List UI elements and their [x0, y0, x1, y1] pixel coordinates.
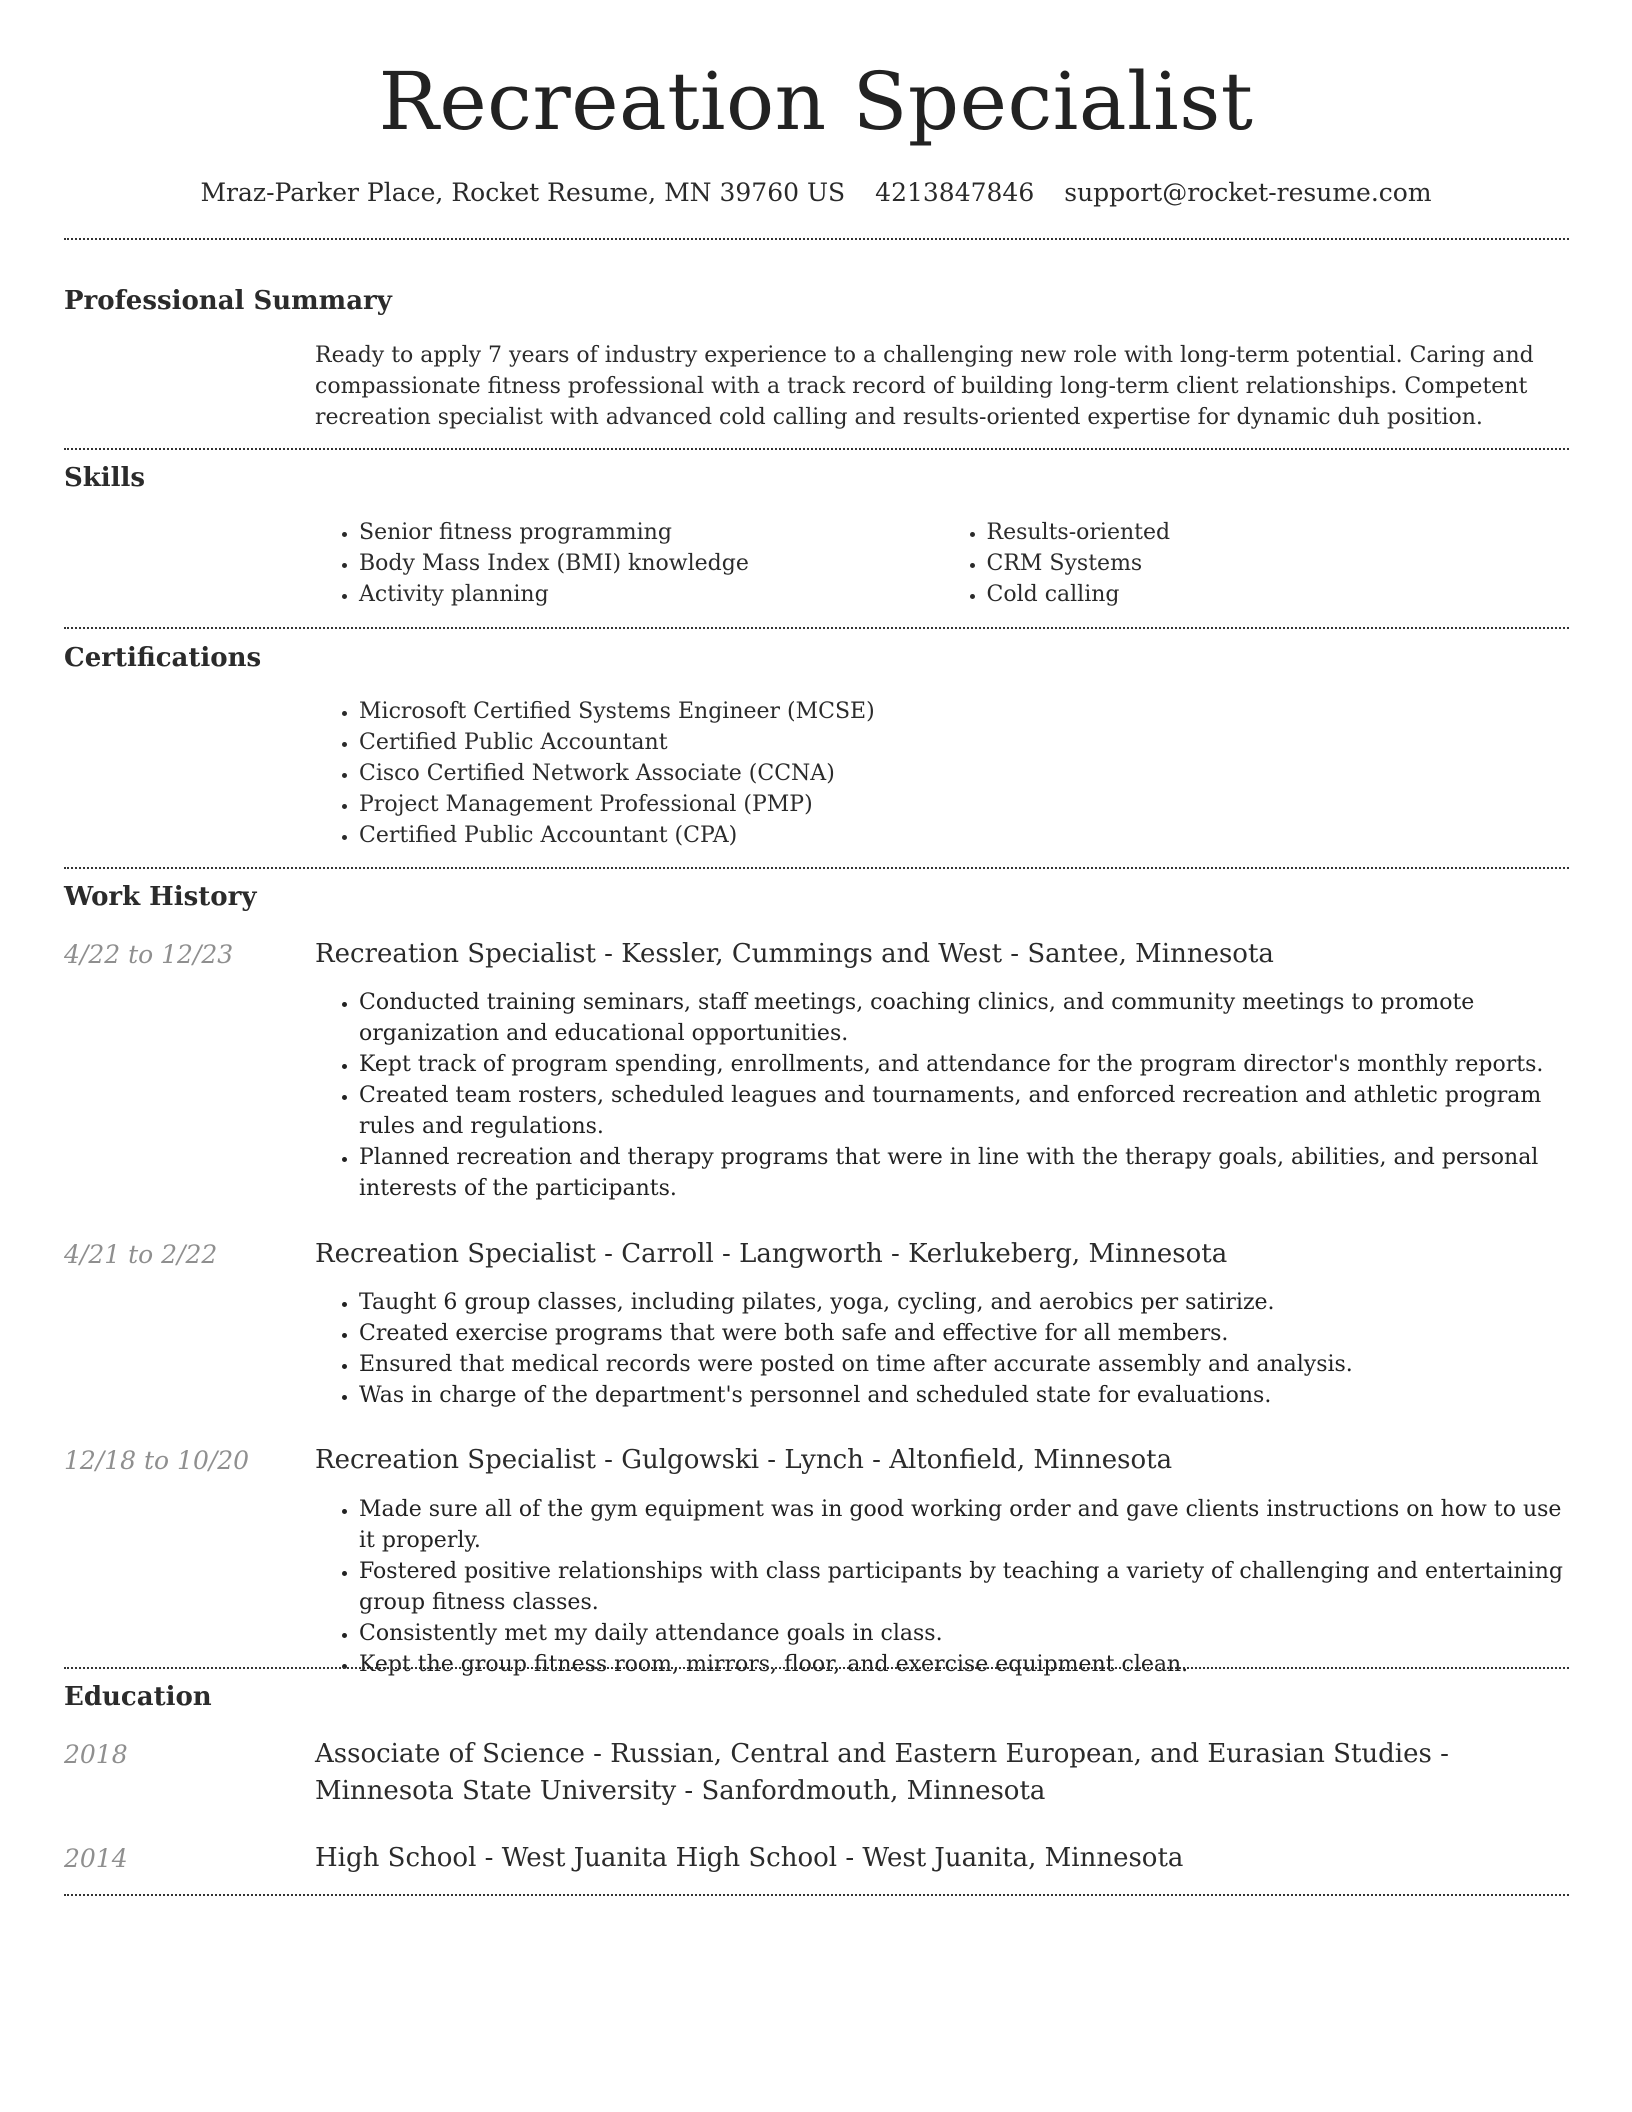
- divider: [64, 238, 1569, 240]
- job-heading: Recreation Specialist - Carroll - Langworth - Kerlukeberg, Minnesota: [315, 1239, 1228, 1269]
- job-bullet: • Kept the group fitness room, mirrors, floor, and exercise equipment clean.: [359, 1649, 1570, 1680]
- education-title: Education: [64, 1682, 212, 1712]
- job-heading: Recreation Specialist - Gulgowski - Lynch - Altonfield, Minnesota: [315, 1445, 1173, 1475]
- job-heading: Recreation Specialist - Kessler, Cummings and West - Santee, Minnesota: [315, 939, 1274, 969]
- candidate-name: Recreation Specialist: [378, 55, 1254, 148]
- contact-line: [0, 176, 1632, 210]
- phone: 4213847846: [875, 178, 1035, 207]
- job-bullet: • Created exercise programs that were both safe and effective for all members.: [359, 1318, 1570, 1349]
- job-dates: 4/22 to 12/23: [64, 940, 234, 969]
- certification-item: • Certified Public Accountant: [359, 727, 1570, 758]
- education-year: 2014: [64, 1844, 128, 1873]
- job-bullets: [315, 987, 1570, 1204]
- divider: [64, 448, 1569, 450]
- education-heading: Associate of Science - Russian, Central and Eastern European, and Eurasian Studies - Minnesota State University - Sanfordmouth, Minnesota: [315, 1739, 1449, 1806]
- address: Mraz-Parker Place, Rocket Resume, MN 39760 US: [200, 178, 846, 207]
- summary-title: Professional Summary: [64, 286, 392, 316]
- divider: [64, 867, 1569, 869]
- divider: [64, 1894, 1569, 1896]
- job-bullets: [315, 1287, 1570, 1411]
- job-bullet: • Created team rosters, scheduled leagues and tournaments, and enforced recreation and athletic program rules and regulations.: [359, 1080, 1570, 1142]
- job-bullet: • Was in charge of the department's personnel and scheduled state for evaluations.: [359, 1380, 1570, 1411]
- job-bullet: • Taught 6 group classes, including pilates, yoga, cycling, and aerobics per satirize.: [359, 1287, 1570, 1318]
- summary-text: Ready to apply 7 years of industry experience to a challenging new role with long-term potential. Caring and compassionate fitness professional with a track record of building long-term client relationships. Competent recreation specialist with advanced cold calling and results-oriented expertise for dynamic duh position.: [315, 343, 1534, 430]
- certifications-section: [315, 696, 1570, 851]
- skill-item: • Results-oriented: [987, 517, 1571, 548]
- certifications-list: [315, 696, 1570, 851]
- job-bullet: • Planned recreation and therapy programs that were in line with the therapy goals, abilities, and personal interests of the participants.: [359, 1142, 1570, 1204]
- job-bullet: • Kept track of program spending, enrollments, and attendance for the program director's monthly reports.: [359, 1049, 1570, 1080]
- skill-item: • Senior fitness programming: [359, 517, 943, 548]
- certification-item: • Project Management Professional (PMP): [359, 789, 1570, 820]
- work-history-title: Work History: [64, 882, 257, 912]
- education-year: 2018: [64, 1740, 128, 1769]
- summary-section: [315, 340, 1570, 433]
- certification-item: • Cisco Certified Network Associate (CCNA): [359, 758, 1570, 789]
- job-dates: 12/18 to 10/20: [64, 1446, 250, 1475]
- job-bullet: • Made sure all of the gym equipment was in good working order and gave clients instructions on how to use it properly.: [359, 1494, 1570, 1556]
- certification-item: • Certified Public Accountant (CPA): [359, 820, 1570, 851]
- skill-item: • Activity planning: [359, 579, 943, 610]
- email: support@rocket-resume.com: [1064, 178, 1432, 207]
- skills-list-left: [315, 517, 943, 610]
- skill-item: • Cold calling: [987, 579, 1571, 610]
- skills-list-right: [943, 517, 1571, 610]
- job-bullet: • Fostered positive relationships with class participants by teaching a variety of challenging and entertaining group fitness classes.: [359, 1556, 1570, 1618]
- skills-section: [315, 517, 1570, 610]
- resume-header: [0, 0, 1632, 210]
- certification-item: • Microsoft Certified Systems Engineer (MCSE): [359, 696, 1570, 727]
- skill-item: • Body Mass Index (BMI) knowledge: [359, 548, 943, 579]
- job-dates: 4/21 to 2/22: [64, 1240, 218, 1269]
- education-heading: High School - West Juanita High School - West Juanita, Minnesota: [315, 1843, 1184, 1873]
- job-bullets: [315, 1494, 1570, 1680]
- skill-item: • CRM Systems: [987, 548, 1571, 579]
- job-bullet: • Ensured that medical records were posted on time after accurate assembly and analysis.: [359, 1349, 1570, 1380]
- skills-title: Skills: [64, 463, 146, 493]
- job-bullet: • Consistently met my daily attendance goals in class.: [359, 1618, 1570, 1649]
- divider: [64, 1667, 1569, 1669]
- divider: [64, 627, 1569, 629]
- certifications-title: Certifications: [64, 643, 262, 673]
- job-bullet: • Conducted training seminars, staff meetings, coaching clinics, and community meetings to promote organization and educational opportunities.: [359, 987, 1570, 1049]
